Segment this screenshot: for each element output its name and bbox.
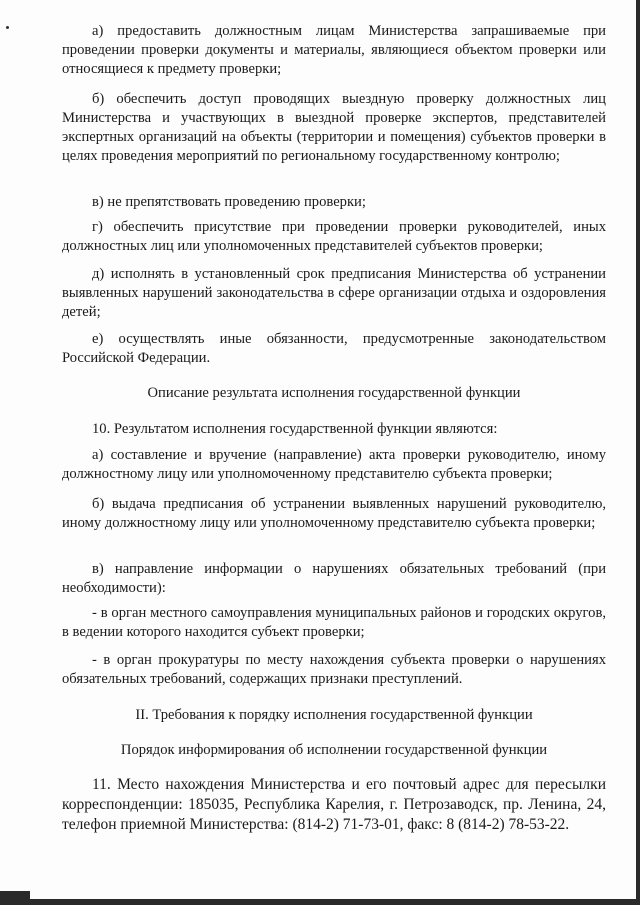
paragraph-d-execute-orders: д) исполнять в установленный срок предписания Министерства об устранении выявленных нарушений законодательства в сфере организации отдыха и оздоровления детей;	[62, 266, 606, 320]
scan-edge-corner	[0, 891, 30, 905]
paragraph-10b-order: б) выдача предписания об устранении выявленных нарушений руководителю, иному должностному лицу или уполномоченному представителю субъекта проверки;	[62, 496, 606, 531]
paragraph-b-ensure-access: б) обеспечить доступ проводящих выездную проверку должностных лиц Министерства и участвующих в выездной проверке экспертов, представителей экспертных организаций на объекты (территории и помещения) субъектов проверки в целях проведения мероприятий по региональному государственному контролю;	[62, 91, 606, 164]
paragraph-e-other-duties: е) осуществлять иные обязанности, предусмотренные законодательством Российской Федерации.	[62, 331, 606, 366]
section-heading-ii-requirements: II. Требования к порядку исполнения государственной функции	[135, 707, 533, 723]
paragraph-prosecutor: - в орган прокуратуры по месту нахождения субъекта проверки о нарушениях обязательных требований, содержащих признаки преступлений.	[62, 652, 606, 687]
scan-edge-bottom	[0, 899, 640, 905]
paragraph-10-results: 10. Результатом исполнения государственной функции являются:	[92, 421, 498, 437]
section-heading-result-description: Описание результата исполнения государственной функции	[147, 385, 521, 401]
scan-speck	[6, 26, 9, 29]
paragraph-10v-information: в) направление информации о нарушениях обязательных требований (при необходимости):	[62, 561, 606, 596]
paragraph-10a-act: а) составление и вручение (направление) акта проверки руководителю, иному должностному лицу или уполномоченному представителю субъекта проверки;	[62, 447, 606, 482]
paragraph-local-government: - в орган местного самоуправления муниципальных районов и городских округов, в ведении которого находится субъект проверки;	[62, 605, 606, 640]
paragraph-v-not-obstruct: в) не препятствовать проведению проверки;	[92, 194, 366, 210]
paragraph-g-ensure-presence: г) обеспечить присутствие при проведении проверки руководителей, иных должностных лиц или уполномоченных представителей субъектов проверки;	[62, 219, 606, 254]
paragraph-11-location-address: 11. Место нахождения Министерства и его почтовый адрес для пересылки корреспонденции: 185035, Республика Карелия, г. Петрозаводск, пр. Ленина, 24, телефон приемной Министерства: (814-2) 71-73-01, факс: 8 (814-2) 78-53-22.	[62, 776, 606, 833]
paragraph-a-provide-documents: а) предоставить должностным лицам Министерства запрашиваемые при проведении проверки документы и материалы, являющиеся объектом проверки или относящиеся к предмету проверки;	[62, 23, 606, 77]
section-heading-informing-procedure: Порядок информирования об исполнении государственной функции	[120, 742, 548, 758]
scan-edge-right	[636, 0, 640, 905]
